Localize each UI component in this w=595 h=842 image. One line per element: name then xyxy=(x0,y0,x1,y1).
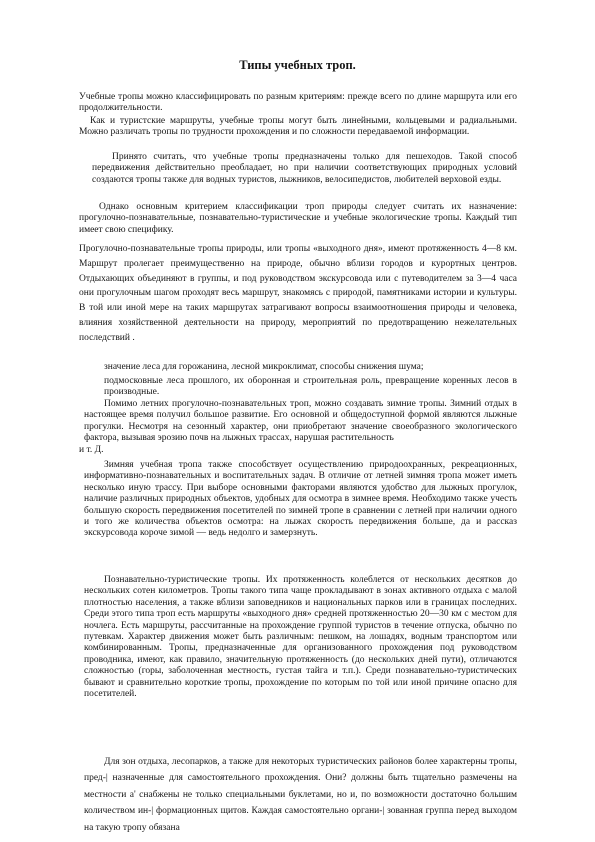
paragraph-etc: и т. Д. xyxy=(79,445,104,455)
list-item-moscow-forests: подмосковные леса прошлого, их оборонная и строительная роль, превращение коренных лесов в производные. xyxy=(104,376,517,398)
paragraph-winter-trails: Помимо летних прогулочно-познавательных троп, можно создавать зимние тропы. Зимний отдых в настоящее время получил большое развитие. Его основной и общедоступной формой являются лыжные прогулки. Несмотря на сезонный характер, они приобретают значение своеобразного экологического фактора, вызывая эрозию почв на лыжных трассах, нарушая растительность xyxy=(84,399,517,444)
paragraph-pedestrians: Принято считать, что учебные тропы предназначены только для пешеходов. Такой способ передвижения действительно преобладает, но при наличии соответствующих природных условий создаются тропы также для водных туристов, лыжников, велосипедистов, любителей верховой езды. xyxy=(92,152,517,185)
list-item-forest-value: значение леса для горожанина, лесной микроклимат, способы снижения шума; xyxy=(104,362,424,372)
paragraph-route-types: Как и туристские маршруты, учебные тропы могут быть линейными, кольцевыми и радиальными. Можно различать тропы по трудности прохождения и по сложности передаваемой информации. xyxy=(79,116,517,138)
paragraph-intro: Учебные тропы можно классифицировать по разным критериям: прежде всего по длине маршрута или его продолжительности. xyxy=(79,92,517,114)
page-title: Типы учебных троп. xyxy=(239,58,356,72)
paragraph-cognitive-tourist-trails: Познавательно-туристические тропы. Их протяженность колеблется от нескольких десятков до нескольких сотен километров. Тропы такого типа чаще прокладывают в зонах активного отдыха с малой плотностью населения, а также вблизи заповедников и национальных парков или в границах последних. Среди этого типа троп есть маршруты «выходного дня» средней протяженностью 20—30 км с местом для ночлега. Есть маршруты, рассчитанные на прохождение группой туристов в течение отпуска, обычно по путевкам. Характер движения может быть различным: пешком, на лошадях, водным транспортом или комбинированным. Тропы, предназначенные для организованного прохождения под руководством проводника, имеют, как правило, значительную протяженность (до нескольких дней пути), отличаются сложностью (горы, заболоченная местность, густая тайга и т.п.). Среди познавательно-туристических бывают и сравнительно короткие тропы, прохождение по которым по той или иной причине опасно для посетителей. xyxy=(84,575,517,700)
paragraph-walking-trails: Прогулочно-познавательные тропы природы, или тропы «выходного дня», имеют протяженность 4—8 км. Маршрут пролегает преимущественно на природе, обычно вблизи городов и курортных центров. Отдыхающих объединяют в группы, и под руководством экскурсовода или с путеводителем за 3—4 часа они прогулочным шагом проходят весь маршрут, знакомясь с природой, памятниками истории и культуры. В той или иной мере на таких маршрутах затрагивают вопросы взаимоотношения природы и человека, влияния хозяйственной деятельности на природу, мероприятий по предотвращению нежелательных последствий . xyxy=(79,244,517,343)
paragraph-recreation-zones: Для зон отдыха, лесопарков, а также для некоторых туристических районов более характерны тропы, пред-| назначенные для самостоятельного прохождения. Они? должны быть тщательно размечены на местности a' снабжены не только специальными буклетами, но и, по возможности достаточно большим количеством ин-| формационных щитов. Каждая самостоятельно органи-| зованная группа перед выходом на такую тропу обязана xyxy=(84,757,517,833)
paragraph-classification: Однако основным критерием классификации троп природы следует считать их назначение: прогулочно-познавательные, познавательно-туристические и учебные экологические тропы. Каждый тип имеет свою специфику. xyxy=(79,202,517,235)
paragraph-winter-study-trail: Зимняя учебная тропа также способствует осуществлению природоохранных, рекреационных, информативно-познавательных и воспитательных задач. В отличие от летней зимняя тропа может иметь несколько иную трассу. При выборе основными факторами являются удобство для лыжных прогулок, наличие различных природных объектов, удобных для осмотра в зимнее время. Необходимо также учесть большую скорость передвижения посетителей по зимней тропе в сравнении с летней при наличии одного и того же количества объектов осмотра: на лыжах скорость передвижения больше, да и рассказ экскурсовода короче зимой — ведь недолго и замерзнуть. xyxy=(84,460,517,539)
